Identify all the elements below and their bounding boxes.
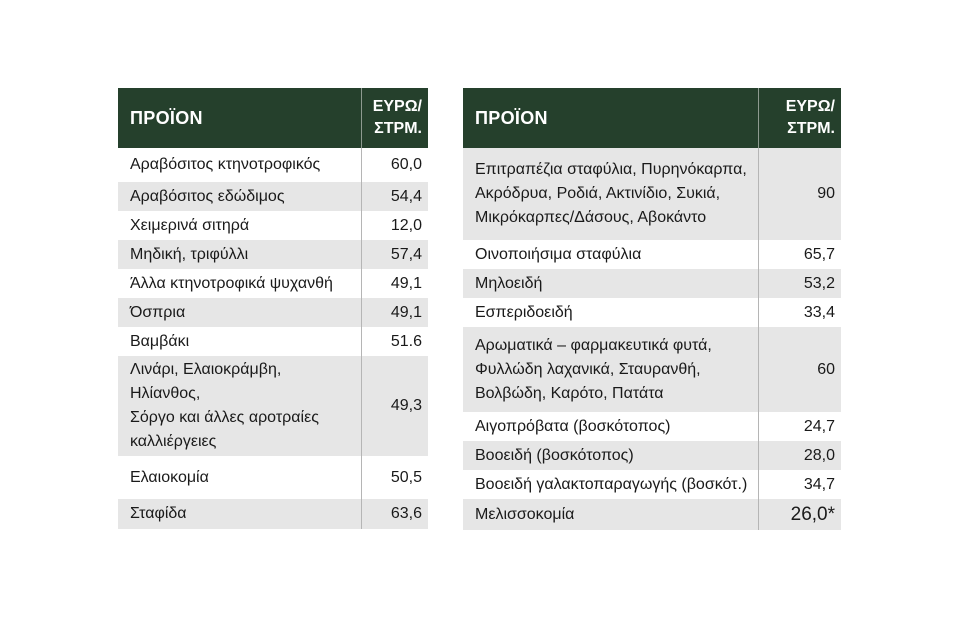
value-header-line1: ΕΥΡΩ/	[372, 98, 422, 115]
product-cell	[463, 148, 758, 240]
table-row	[463, 148, 841, 240]
value-cell: 51.6	[361, 327, 428, 356]
value-cell: 60,0	[361, 148, 428, 182]
product-column-header: ΠΡΟΪΟΝ	[463, 88, 758, 148]
table-row	[118, 182, 428, 211]
value-header-line1: ΕΥΡΩ/	[785, 98, 835, 115]
value-cell: 54,4	[361, 182, 428, 211]
value-cell: 63,6	[361, 499, 428, 529]
product-cell: Αιγοπρόβατα (βοσκότοπος)	[463, 412, 758, 441]
header-row	[463, 88, 841, 148]
product-line: Φυλλώδη λαχανικά, Σταυρανθή,	[475, 360, 701, 378]
product-cell: Μελισσοκομία	[463, 499, 758, 530]
table-row	[118, 148, 428, 182]
product-line: Ακρόδρυα, Ροδιά, Ακτινίδιο, Συκιά,	[475, 185, 721, 202]
table-row	[463, 412, 841, 441]
product-cell: Βοοειδή γαλακτοπαραγωγής (βοσκότ.)	[463, 470, 758, 499]
value-cell: 28,0	[758, 441, 841, 470]
value-header-line2: ΣΤΡΜ.	[374, 120, 422, 137]
table-row	[463, 240, 841, 269]
product-cell: Αραβόσιτος εδώδιμος	[118, 182, 361, 211]
value-column-header	[361, 88, 428, 148]
product-line: καλλιέργειες	[130, 433, 217, 450]
product-cell: Βοοειδή (βοσκότοπος)	[463, 441, 758, 470]
value-cell: 50,5	[361, 456, 428, 499]
product-line: Μικρόκαρπες/Δάσους, Αβοκάντο	[475, 209, 707, 226]
left-subsidy-table	[118, 88, 428, 529]
product-cell	[463, 327, 758, 412]
table-row	[118, 298, 428, 327]
product-cell: Όσπρια	[118, 298, 361, 327]
product-line: Βολβώδη, Καρότο, Πατάτα	[475, 384, 664, 402]
value-cell: 34,7	[758, 470, 841, 499]
product-line: Επιτραπέζια σταφύλια, Πυρηνόκαρπα,	[475, 161, 747, 178]
value-cell: 90	[758, 148, 841, 240]
table-row	[463, 298, 841, 327]
value-cell: 12,0	[361, 211, 428, 240]
value-cell: 65,7	[758, 240, 841, 269]
table-row	[118, 456, 428, 499]
value-column-header	[758, 88, 841, 148]
value-cell: 49,3	[361, 356, 428, 456]
product-cell: Εσπεριδοειδή	[463, 298, 758, 327]
value-cell: 33,4	[758, 298, 841, 327]
product-cell: Σταφίδα	[118, 499, 361, 529]
product-line: Αρωματικά – φαρμακευτικά φυτά,	[475, 336, 712, 354]
table-row	[118, 240, 428, 269]
product-column-header: ΠΡΟΪΟΝ	[118, 88, 361, 148]
table-row	[463, 470, 841, 499]
product-cell: Ελαιοκομία	[118, 456, 361, 499]
product-cell: Οινοποιήσιμα σταφύλια	[463, 240, 758, 269]
right-subsidy-table	[463, 88, 841, 530]
product-cell	[118, 356, 361, 456]
product-cell: Χειμερινά σιτηρά	[118, 211, 361, 240]
value-cell: 60	[758, 327, 841, 412]
product-line: Σόργο και άλλες αροτραίες	[130, 409, 319, 426]
value-cell: 49,1	[361, 269, 428, 298]
value-cell: 24,7	[758, 412, 841, 441]
product-line: Λινάρι, Ελαιοκράμβη, Ηλίανθος,	[130, 361, 282, 402]
table-row	[463, 327, 841, 412]
value-header-line2: ΣΤΡΜ.	[787, 120, 835, 137]
product-cell: Μηδική, τριφύλλι	[118, 240, 361, 269]
product-cell: Βαμβάκι	[118, 327, 361, 356]
value-cell: 53,2	[758, 269, 841, 298]
value-cell: 49,1	[361, 298, 428, 327]
table-row	[118, 327, 428, 356]
table-row	[118, 499, 428, 529]
table-row	[463, 269, 841, 298]
table-row	[463, 441, 841, 470]
value-cell: 26,0*	[758, 499, 841, 530]
table-row	[463, 499, 841, 530]
product-cell: Μηλοειδή	[463, 269, 758, 298]
table-row	[118, 356, 428, 456]
table-row	[118, 211, 428, 240]
product-cell: Άλλα κτηνοτροφικά ψυχανθή	[118, 269, 361, 298]
header-row	[118, 88, 428, 148]
value-cell: 57,4	[361, 240, 428, 269]
table-row	[118, 269, 428, 298]
product-cell: Αραβόσιτος κτηνοτροφικός	[118, 148, 361, 182]
